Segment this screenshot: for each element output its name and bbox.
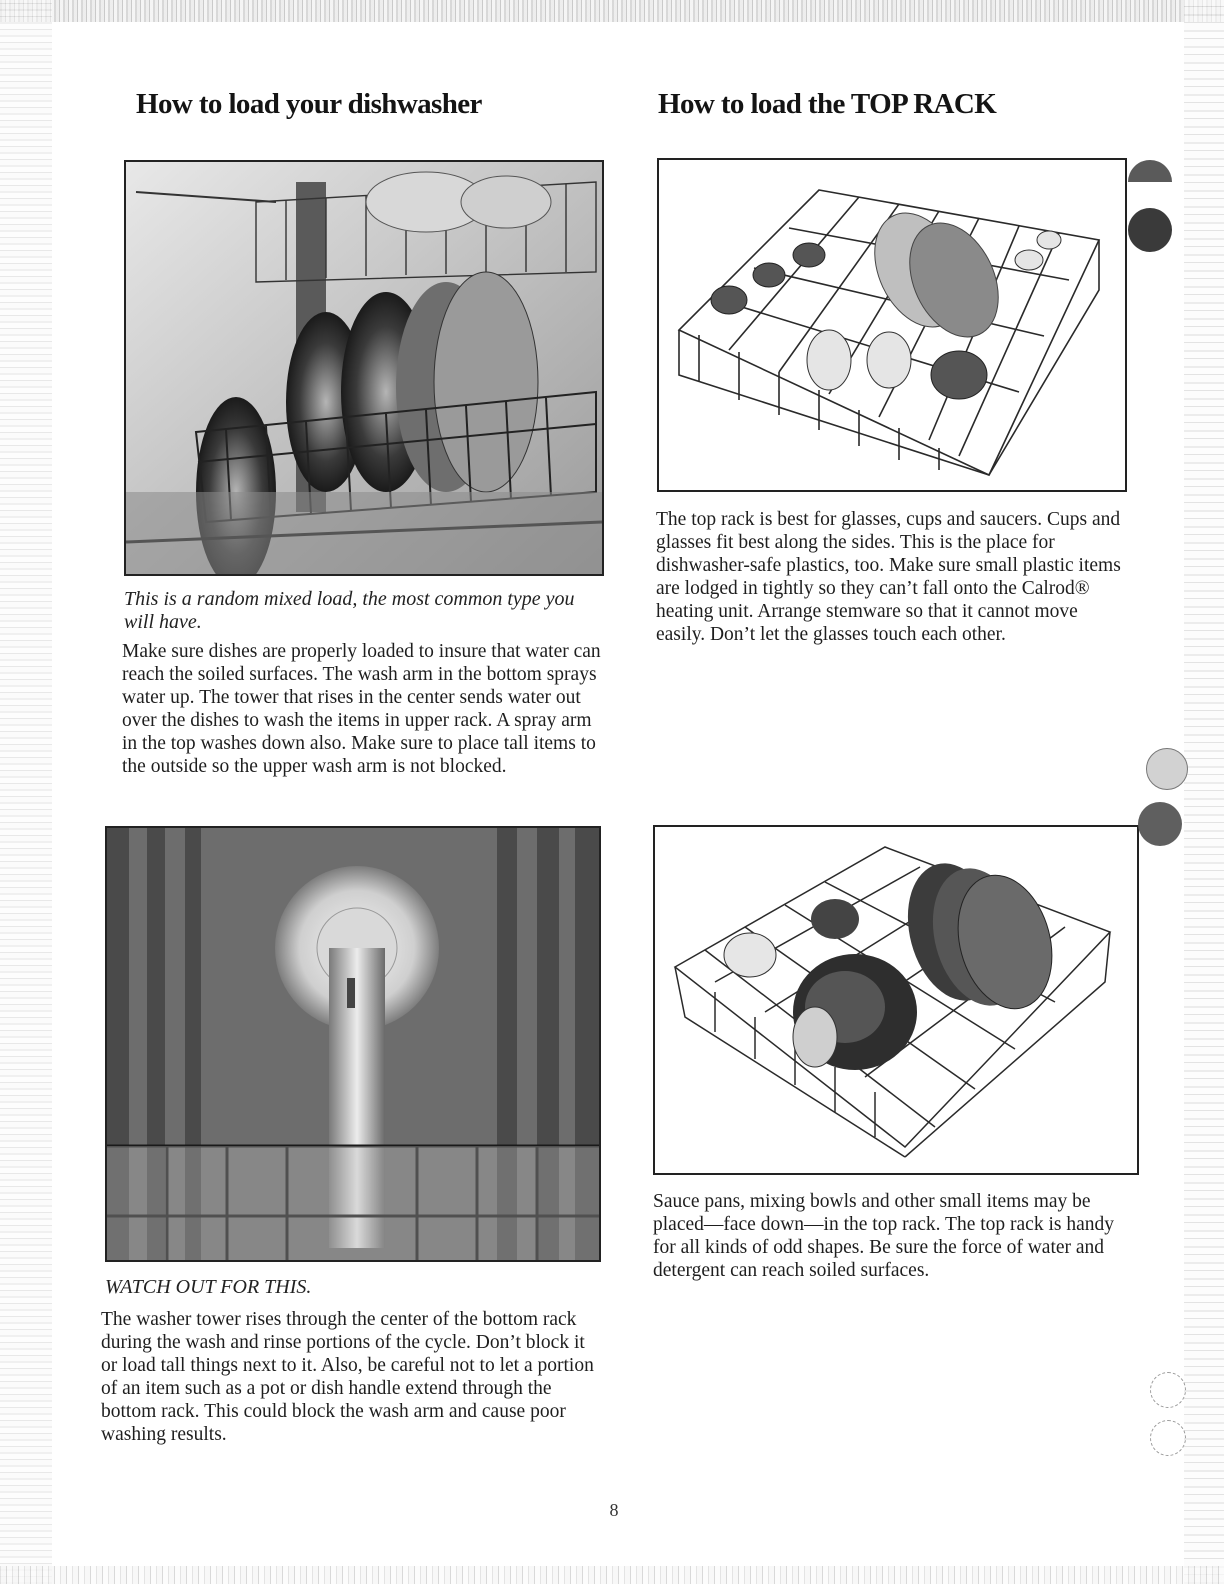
- left-heading: How to load your dishwasher: [136, 88, 482, 120]
- top-rack-pans-illustration: [655, 827, 1137, 1173]
- mixed-load-caption: This is a random mixed load, the most common type you will have.: [124, 588, 575, 633]
- binder-hole: [1150, 1420, 1186, 1456]
- page-number: 8: [609, 1500, 619, 1520]
- scan-edge-right: [1184, 0, 1224, 1584]
- mixed-load-photo: [124, 160, 604, 576]
- mixed-load-illustration: [126, 162, 602, 574]
- margin-tab-marker: [1128, 208, 1172, 252]
- top-rack-pans-body: Sauce pans, mixing bowls and other small items may be placed—face down—in the top rack. The top rack is handy for all kinds of odd shapes. Be sure the force of water and detergent can reach soiled surfaces.: [653, 1191, 1114, 1281]
- top-rack-pans-photo: [653, 825, 1139, 1175]
- margin-tab-marker: [1138, 802, 1182, 846]
- scan-edge-bottom: [0, 1566, 1224, 1584]
- right-heading: How to load the TOP RACK: [658, 88, 997, 120]
- margin-tab-marker: [1128, 160, 1172, 182]
- watch-out-caption: WATCH OUT FOR THIS.: [105, 1276, 312, 1298]
- scan-edge-top: [0, 0, 1224, 22]
- top-rack-glasses-illustration: [659, 160, 1125, 490]
- top-rack-glasses-photo: [657, 158, 1127, 492]
- margin-tab-marker: [1146, 748, 1188, 790]
- scan-edge-left: [0, 0, 52, 1584]
- washer-tower-photo: [105, 826, 601, 1262]
- top-rack-glasses-body: The top rack is best for glasses, cups and saucers. Cups and glasses fit best along the sides. This is the place for dishwasher-safe plastics, too. Make sure small plastic items are lodged in tightly so they can’t fall onto the Calrod® heating unit. Arrange stemware so that it cannot move easily. Don’t let the glasses touch each other.: [656, 509, 1121, 645]
- mixed-load-body: Make sure dishes are properly loaded to insure that water can reach the soiled surfaces. The wash arm in the bottom sprays water up. The tower that rises in the center sends water out over the dishes to wash the items in upper rack. A spray arm in the top washes down also. Make sure to place tall items to the outside so the upper wash arm is not blocked.: [122, 641, 601, 777]
- watch-out-body: The washer tower rises through the center of the bottom rack during the wash and rinse portions of the cycle. Don’t block it or load tall things next to it. Also, be careful not to let a portion of an item such as a pot or dish handle extend through the bottom rack. This could block the wash arm and cause poor washing results.: [101, 1309, 594, 1445]
- washer-tower-illustration: [107, 828, 599, 1260]
- binder-hole: [1150, 1372, 1186, 1408]
